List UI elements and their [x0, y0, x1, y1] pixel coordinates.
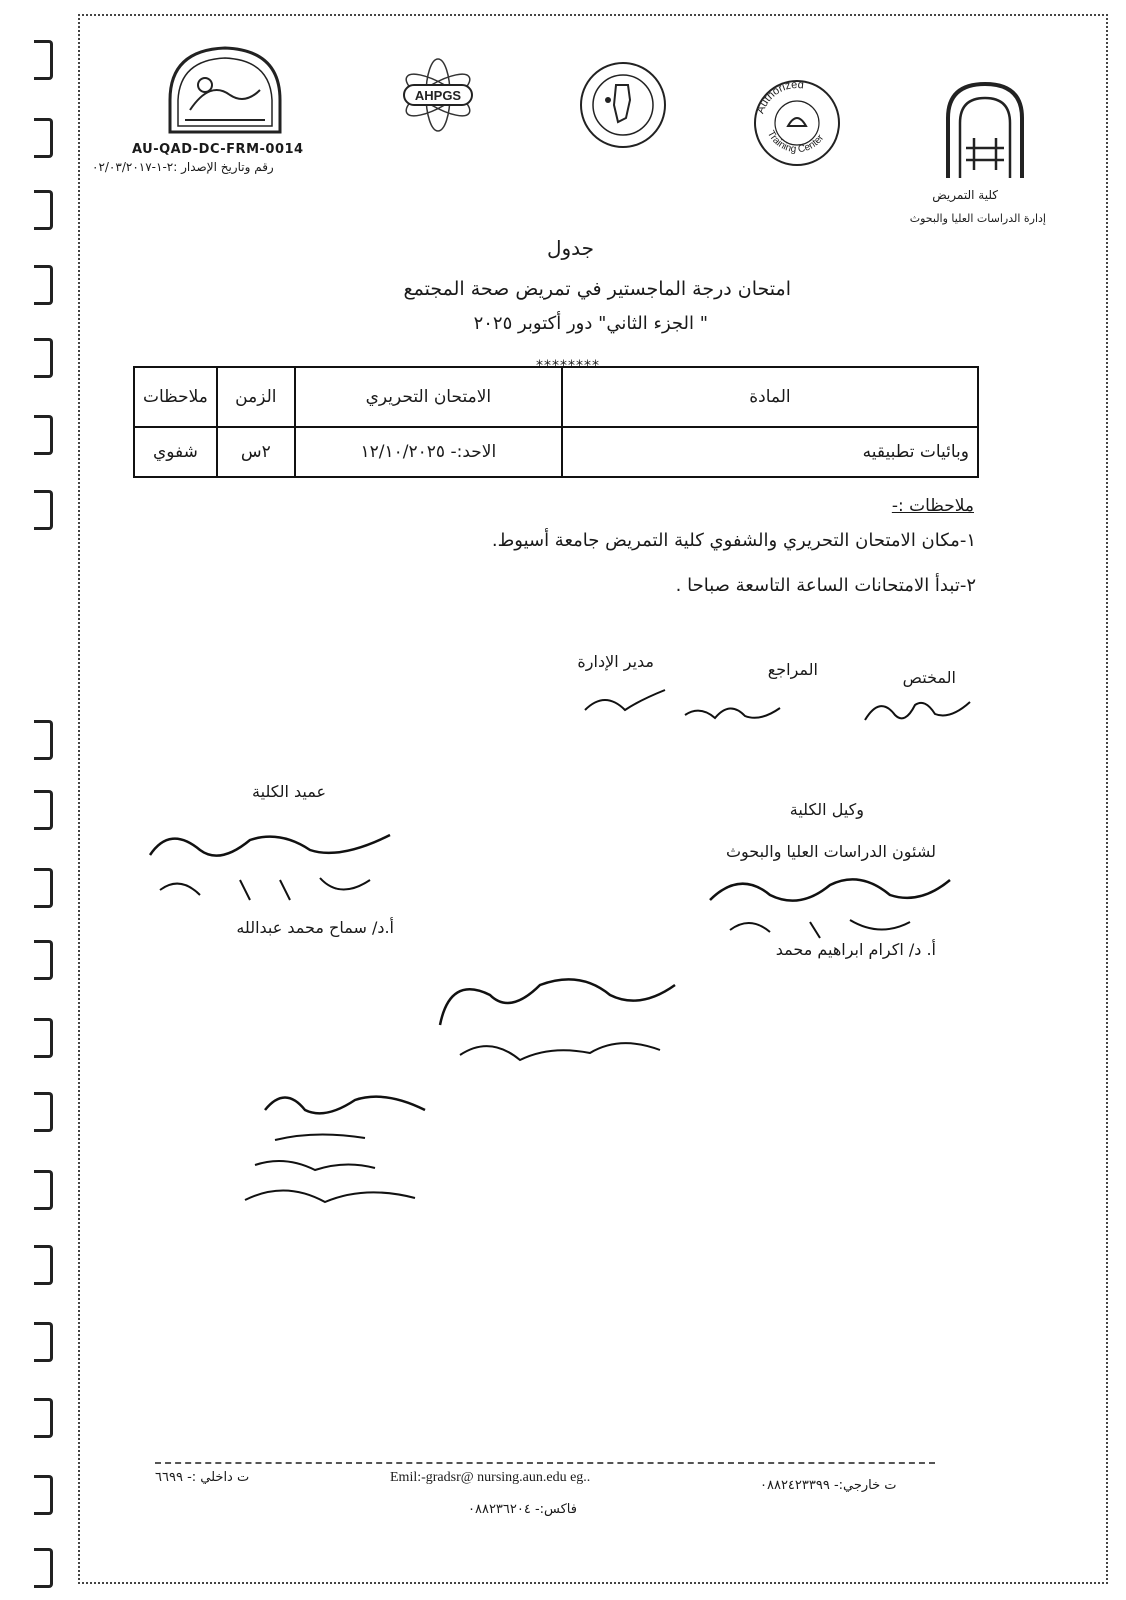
- document-title: جدول: [546, 236, 594, 260]
- training-center-text: Training Center: [764, 128, 827, 156]
- exam-title: امتحان درجة الماجستير في تمريض صحة المجتمع: [403, 278, 791, 300]
- vice-dean-name: أ. د/ اكرام ابراهيم محمد: [775, 940, 936, 959]
- binder-ring: [34, 118, 53, 158]
- manager-signature: [580, 680, 670, 720]
- binder-ring: [34, 790, 53, 830]
- binder-ring: [34, 720, 53, 760]
- table-header-row: [134, 367, 978, 427]
- vice-dean-title: وكيل الكلية: [789, 800, 864, 819]
- cell-time: ٢س: [217, 427, 295, 477]
- note-item: ٢-تبدأ الامتحانات الساعة التاسعة صباحا .: [675, 575, 976, 596]
- binder-ring: [34, 1398, 53, 1438]
- dean-signature: [140, 820, 400, 910]
- assiut-university-emblem-icon: [160, 40, 290, 140]
- reviewer-label: المراجع: [767, 660, 818, 679]
- quality-assurance-seal-icon: [578, 60, 668, 150]
- reviewer-signature: [680, 690, 790, 730]
- authorized-text: Authorized: [754, 78, 805, 116]
- authorized-training-center-seal-icon: [752, 78, 842, 168]
- exam-schedule-table: [133, 366, 979, 478]
- table-row: [134, 427, 978, 477]
- cell-notes: شفوي: [134, 427, 217, 477]
- separator-stars: ********: [536, 358, 600, 374]
- dean-name: أ.د/ سماح محمد عبدالله: [236, 918, 394, 937]
- cell-subject: وبائيات تطبيقيه: [562, 427, 978, 477]
- binder-ring: [34, 40, 53, 80]
- binder-ring: [34, 490, 53, 530]
- internal-phone: ت داخلي :- ٦٦٩٩: [155, 1470, 250, 1485]
- binder-ring: [34, 1322, 53, 1362]
- dean-title: عميد الكلية: [252, 782, 326, 801]
- binder-ring: [34, 1018, 53, 1058]
- header-time: الزمن: [217, 367, 295, 427]
- header-notes: ملاحظات: [134, 367, 217, 427]
- admin-department: إدارة الدراسات العليا والبحوث: [909, 212, 1046, 225]
- exam-session: " الجزء الثاني" دور أكتوبر ٢٠٢٥: [473, 313, 708, 334]
- assiut-university-logo-icon: [940, 78, 1030, 183]
- specialist-signature: [860, 690, 975, 730]
- form-code: AU-QAD-DC-FRM-0014: [132, 142, 304, 157]
- binder-ring: [34, 1475, 53, 1515]
- binder-ring: [34, 338, 53, 378]
- vice-dean-subtitle: لشئون الدراسات العليا والبحوث: [725, 842, 936, 861]
- specialist-label: المختص: [902, 668, 956, 687]
- binder-ring: [34, 1170, 53, 1210]
- binder-ring: [34, 1245, 53, 1285]
- header-written-exam: الامتحان التحريري: [295, 367, 562, 427]
- external-phone: ت خارجي:- ٠٨٨٢٤٢٣٣٩٩: [760, 1478, 897, 1493]
- fax-number: فاكس:- ٠٨٨٢٣٦٢٠٤: [468, 1502, 577, 1517]
- cell-written-exam: الاحد:- ١٢/١٠/٢٠٢٥: [295, 427, 562, 477]
- faculty-name: كلية التمريض: [932, 188, 998, 202]
- binder-ring: [34, 1548, 53, 1588]
- additional-signature: [225, 1080, 445, 1220]
- binder-ring: [34, 940, 53, 980]
- ahpgs-logo-icon: [398, 55, 478, 135]
- ahpgs-logo-text: AHPGS: [414, 88, 462, 103]
- email-address: Emil:-gradsr@ nursing.aun.edu eg..: [390, 1470, 591, 1485]
- binder-ring: [34, 190, 53, 230]
- header-subject: المادة: [562, 367, 978, 427]
- footer-divider: [155, 1462, 935, 1464]
- manager-label: مدير الإدارة: [577, 652, 654, 671]
- binder-ring: [34, 265, 53, 305]
- binder-ring: [34, 415, 53, 455]
- notes-title: ملاحظات :-: [891, 496, 974, 516]
- binder-ring: [34, 1092, 53, 1132]
- approval-signature: [430, 965, 680, 1075]
- vice-dean-signature: [690, 860, 960, 940]
- svg-text:Training Center: [765, 129, 827, 155]
- binder-ring: [34, 868, 53, 908]
- form-issue-date: رقم وتاريخ الإصدار :٢-١-٠٢/٠٣/٢٠١٧: [92, 160, 274, 174]
- note-item: ١-مكان الامتحان التحريري والشفوي كلية التمريض جامعة أسيوط.: [491, 530, 976, 551]
